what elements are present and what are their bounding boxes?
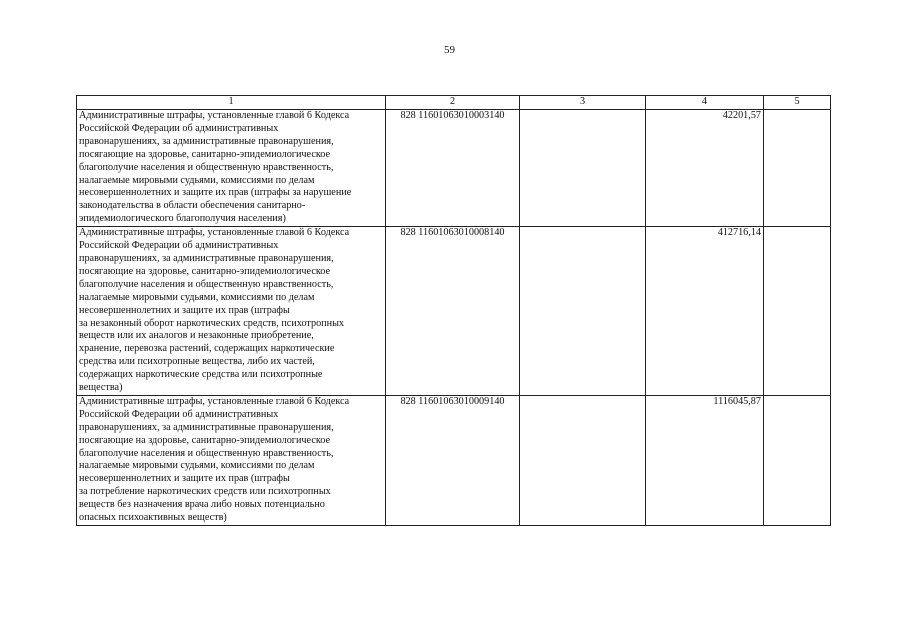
- row-col-3: [520, 110, 646, 227]
- row-col-5: [764, 110, 831, 227]
- description-line: несовершеннолетних и защите их прав (штрафы: [79, 473, 290, 485]
- header-col-3: 3: [520, 96, 646, 110]
- description-line: вещества): [79, 382, 123, 394]
- description-line: эпидемиологического благополучия населения): [79, 213, 286, 225]
- row-budget-code: 828 11601063010003140: [386, 110, 520, 227]
- description-line: правонарушениях, за административные правонарушения,: [79, 135, 334, 147]
- description-line: опасных психоактивных веществ): [79, 512, 227, 524]
- row-col-3: [520, 395, 646, 525]
- row-col-5: [764, 227, 831, 396]
- description-line: Российской Федерации об административных: [79, 122, 279, 134]
- description-line: благополучие населения и общественную нравственность,: [79, 278, 334, 290]
- table-row: [77, 110, 831, 227]
- budget-table: [76, 95, 831, 526]
- description-line: веществ без назначения врача либо новых потенциально: [79, 499, 325, 511]
- row-amount: 42201,57: [646, 110, 764, 227]
- header-col-2: 2: [386, 96, 520, 110]
- description-line: посягающие на здоровье, санитарно-эпидемиологическое: [79, 148, 331, 160]
- description-line: за потребление наркотических средств или психотропных: [79, 486, 331, 498]
- row-description: [77, 395, 386, 525]
- row-amount: 412716,14: [646, 227, 764, 396]
- description-line: Российской Федерации об административных: [79, 408, 279, 420]
- row-col-3: [520, 227, 646, 396]
- row-col-5: [764, 395, 831, 525]
- description-line: несовершеннолетних и защите их прав (штрафы за нарушение: [79, 187, 352, 199]
- header-col-5: 5: [764, 96, 831, 110]
- description-line: посягающие на здоровье, санитарно-эпидемиологическое: [79, 434, 331, 446]
- description-line: хранение, перевозка растений, содержащих наркотические: [79, 343, 335, 355]
- description-line: налагаемые мировыми судьями, комиссиями по делам: [79, 174, 315, 186]
- table-body: [77, 110, 831, 526]
- description-line: Административные штрафы, установленные главой 6 Кодекса: [79, 110, 350, 121]
- table-row: [77, 395, 831, 525]
- description-line: посягающие на здоровье, санитарно-эпидемиологическое: [79, 265, 331, 277]
- row-description: [77, 110, 386, 227]
- description-line: благополучие населения и общественную нравственность,: [79, 161, 334, 173]
- description-line: веществ или их аналогов и незаконные приобретение,: [79, 330, 314, 342]
- description-line: правонарушениях, за административные правонарушения,: [79, 421, 334, 433]
- description-line: содержащих наркотические средства или психотропные: [79, 369, 323, 381]
- description-line: законодательства в области обеспечения санитарно-: [79, 200, 306, 212]
- description-line: налагаемые мировыми судьями, комиссиями по делам: [79, 460, 315, 472]
- row-description: [77, 227, 386, 396]
- row-budget-code: 828 11601063010009140: [386, 395, 520, 525]
- description-line: несовершеннолетних и защите их прав (штрафы: [79, 304, 290, 316]
- description-line: правонарушениях, за административные правонарушения,: [79, 252, 334, 264]
- description-line: благополучие населения и общественную нравственность,: [79, 447, 334, 459]
- description-line: налагаемые мировыми судьями, комиссиями по делам: [79, 291, 315, 303]
- header-row: [77, 96, 831, 110]
- header-col-4: 4: [646, 96, 764, 110]
- description-line: средства или психотропные вещества, либо их частей,: [79, 356, 315, 368]
- description-line: Административные штрафы, установленные главой 6 Кодекса: [79, 227, 350, 239]
- description-line: Административные штрафы, установленные главой 6 Кодекса: [79, 395, 350, 407]
- table-row: [77, 227, 831, 396]
- header-col-1: 1: [77, 96, 386, 110]
- description-line: за незаконный оборот наркотических средств, психотропных: [79, 317, 345, 329]
- page-number: 59: [444, 44, 455, 56]
- row-budget-code: 828 11601063010008140: [386, 227, 520, 396]
- row-amount: 1116045,87: [646, 395, 764, 525]
- description-line: Российской Федерации об административных: [79, 240, 279, 252]
